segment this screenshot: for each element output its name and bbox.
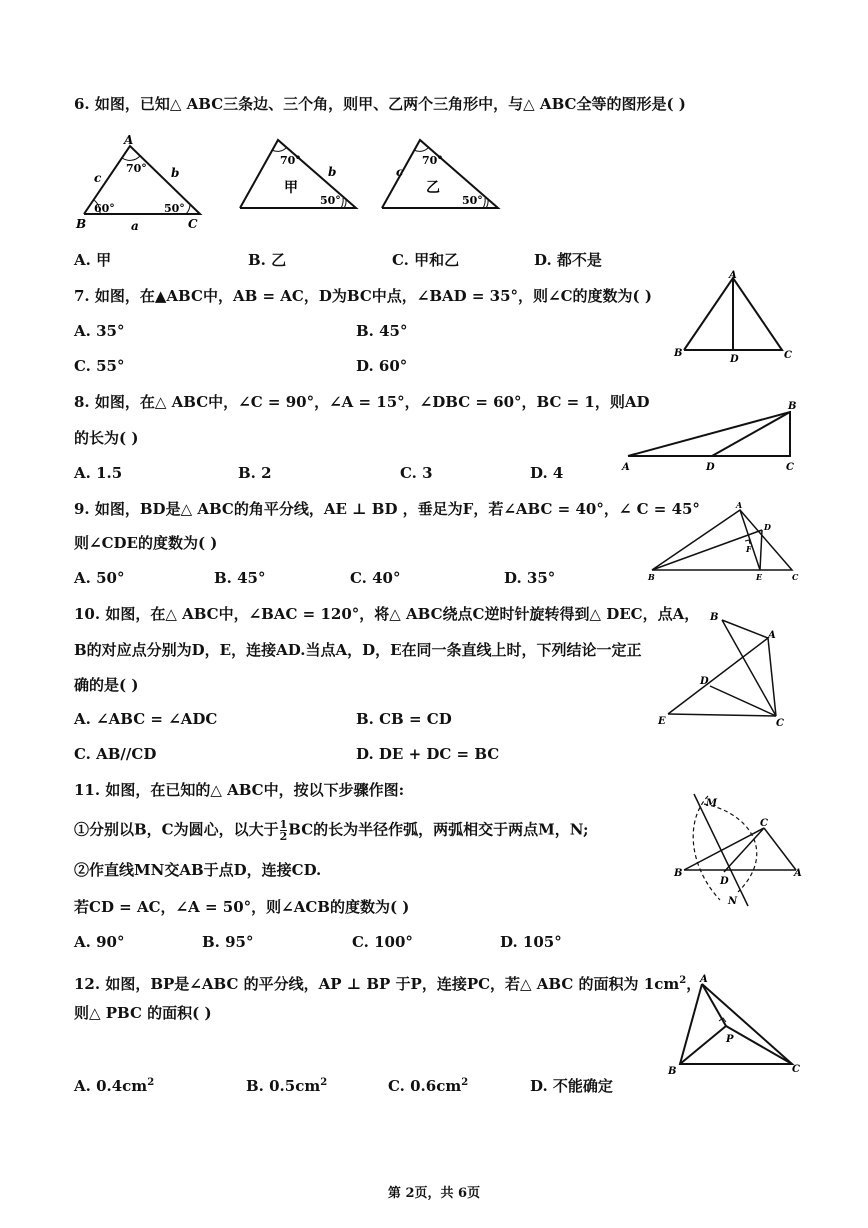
q12-label-c: C [792, 1064, 800, 1075]
q7-option-d[interactable]: D. 60° [356, 357, 408, 375]
q8-option-a[interactable]: A. 1.5 [74, 464, 123, 482]
q6-abc-label-b: B [76, 217, 87, 231]
q12-stem-text: 12. 如图，BP是∠ABC 的平分线，AP ⊥ BP 于P，连接PC，若△ ABC 的面积为 1cm [74, 975, 680, 993]
q10-label-a: A [768, 630, 776, 641]
q6-abc-label-a: A [124, 133, 134, 147]
q11-frac-num: 1 [279, 818, 288, 831]
q6-figure-yi [378, 136, 502, 214]
q9-option-a[interactable]: A. 50° [74, 569, 125, 587]
q11-label-b: B [674, 868, 683, 879]
q6-abc-label-c: C [188, 217, 198, 231]
q9-option-b[interactable]: B. 45° [214, 569, 266, 587]
q10-label-c: C [776, 718, 784, 729]
q11-label-a: A [794, 868, 802, 879]
q9-option-d[interactable]: D. 35° [504, 569, 556, 587]
q9-stem-line2: 则∠CDE的度数为( ) [74, 534, 218, 552]
q6-abc-angle-a: 70° [126, 162, 147, 175]
q7-option-a[interactable]: A. 35° [74, 322, 125, 340]
q8-stem-line2: 的长为( ) [74, 429, 139, 447]
q9-label-e: E [756, 572, 763, 582]
q6-abc-angle-b: 60° [94, 202, 115, 215]
q11-stem: 11. 如图，在已知的△ ABC中，按以下步骤作图: [74, 781, 405, 799]
q6-abc-side-b: b [171, 166, 180, 180]
q9-label-c: C [792, 572, 799, 582]
q8-option-d[interactable]: D. 4 [530, 464, 564, 482]
q11-step2: ②作直线MN交AB于点D，连接CD. [74, 861, 322, 879]
q6-yi-label: 乙 [426, 180, 440, 196]
q6-yi-side: c [396, 165, 404, 179]
q9-label-f: F [746, 544, 752, 554]
q11-fraction [280, 819, 288, 842]
q12-stem-superscript: 2 [679, 975, 687, 986]
q6-abc-side-a: a [131, 219, 139, 233]
q12-option-d-text: D. 不能确定 [530, 1077, 613, 1095]
q12-option-c-superscript: 2 [461, 1077, 469, 1088]
q12-option-b[interactable] [246, 1073, 327, 1096]
q12-option-a[interactable] [74, 1073, 154, 1096]
q8-figure [620, 396, 804, 474]
q10-label-d: D [700, 676, 709, 687]
q6-stem: 6. 如图，已知△ ABC三条边、三个角，则甲、乙两个三角形中，与△ ABC全等的图形是( ) [74, 95, 686, 113]
q7-option-b[interactable]: B. 45° [356, 322, 408, 340]
q8-stem-line1: 8. 如图，在△ ABC中，∠C = 90°，∠A = 15°，∠DBC = 60°，BC = 1，则AD [74, 393, 650, 411]
q12-label-a: A [700, 974, 708, 985]
q6-option-d[interactable]: D. 都不是 [534, 251, 602, 269]
q11-option-b[interactable]: B. 95° [202, 933, 254, 951]
q12-stem-line1 [74, 971, 701, 994]
q11-option-d[interactable]: D. 105° [500, 933, 562, 951]
q8-label-a: A [622, 462, 630, 473]
q6-yi-angle-top: 70° [422, 154, 443, 167]
q10-label-e: E [658, 716, 666, 727]
q12-label-b: B [668, 1066, 677, 1077]
q12-option-b-superscript: 2 [320, 1077, 328, 1088]
q10-option-a[interactable]: A. ∠ABC = ∠ADC [74, 710, 218, 728]
q8-label-d: D [706, 462, 715, 473]
q10-option-d[interactable]: D. DE + DC = BC [356, 745, 500, 763]
q8-option-b[interactable]: B. 2 [238, 464, 272, 482]
q8-option-c[interactable]: C. 3 [400, 464, 433, 482]
q10-stem-line3: 确的是( ) [74, 676, 139, 694]
q9-stem-line1: 9. 如图，BD是△ ABC的角平分线，AE ⊥ BD ，垂足为F，若∠ABC = 40°，∠ C = 45° [74, 500, 700, 518]
q6-figure-jia [236, 136, 360, 214]
q6-option-b[interactable]: B. 乙 [248, 251, 287, 269]
q9-figure [644, 500, 808, 584]
page-footer: 第 2页，共 6页 [387, 1186, 481, 1201]
q11-step1 [74, 819, 589, 842]
q6-option-c[interactable]: C. 甲和乙 [392, 251, 460, 269]
q12-option-d[interactable] [530, 1073, 613, 1096]
q12-label-p: P [726, 1034, 734, 1045]
q11-step1-post: BC的长为半径作弧，两弧相交于两点M，N; [288, 820, 589, 839]
q6-jia-label: 甲 [284, 180, 298, 196]
q6-yi-angle-right: 50° [462, 194, 483, 207]
q10-stem-line1: 10. 如图，在△ ABC中，∠BAC = 120°，将△ ABC绕点C逆时针旋转得到△ DEC，点A， [74, 605, 700, 623]
q10-option-c[interactable]: C. AB//CD [74, 745, 157, 763]
q6-jia-angle-right: 50° [320, 194, 341, 207]
q12-option-b-text: B. 0.5cm [246, 1077, 321, 1095]
q9-option-c[interactable]: C. 40° [350, 569, 401, 587]
q7-label-a: A [729, 270, 737, 281]
q12-stem-line2: 则△ PBC 的面积( ) [74, 1004, 212, 1022]
q10-option-b[interactable]: B. CB = CD [356, 710, 452, 728]
q6-jia-side: b [328, 165, 337, 179]
q9-label-a: A [736, 500, 743, 510]
q11-option-c[interactable]: C. 100° [352, 933, 413, 951]
q7-label-b: B [674, 348, 683, 359]
q12-option-a-text: A. 0.4cm [74, 1077, 148, 1095]
q11-condition: 若CD = AC，∠A = 50°，则∠ACB的度数为( ) [74, 898, 410, 916]
q6-abc-side-c: c [94, 171, 102, 185]
q7-figure [670, 270, 800, 366]
q11-step1-pre: ①分别以B，C为圆心，以大于 [74, 820, 279, 839]
q6-abc-angle-c: 50° [164, 202, 185, 215]
q12-option-a-superscript: 2 [147, 1077, 155, 1088]
q8-label-c: C [786, 462, 794, 473]
q6-figure-abc [76, 132, 208, 236]
q7-label-d: D [730, 354, 739, 365]
q12-stem-comma: ， [686, 975, 702, 993]
q6-jia-angle-top: 70° [280, 154, 301, 167]
q11-figure [668, 782, 808, 910]
q10-stem-line2: B的对应点分别为D，E，连接AD.当点A，D，E在同一条直线上时，下列结论一定正 [74, 641, 642, 659]
q11-label-d: D [720, 876, 729, 887]
q11-label-m: M [706, 798, 718, 809]
q8-label-b: B [788, 401, 797, 412]
q11-label-n: N [728, 896, 738, 907]
q10-label-b: B [710, 612, 719, 623]
q10-figure [656, 608, 796, 732]
q7-stem: 7. 如图，在▲ABC中，AB = AC，D为BC中点，∠BAD = 35°，则∠C的度数为( ) [74, 287, 652, 305]
q7-option-c[interactable]: C. 55° [74, 357, 125, 375]
q11-frac-den: 2 [279, 830, 288, 843]
q12-option-c-text: C. 0.6cm [388, 1077, 462, 1095]
q12-option-c[interactable] [388, 1073, 468, 1096]
q9-label-d: D [764, 522, 771, 532]
q7-label-c: C [784, 350, 792, 361]
q9-label-b: B [648, 572, 655, 582]
q12-figure [664, 970, 808, 1080]
q6-option-a[interactable]: A. 甲 [74, 251, 112, 269]
q11-label-c: C [760, 818, 768, 829]
q11-option-a[interactable]: A. 90° [74, 933, 125, 951]
